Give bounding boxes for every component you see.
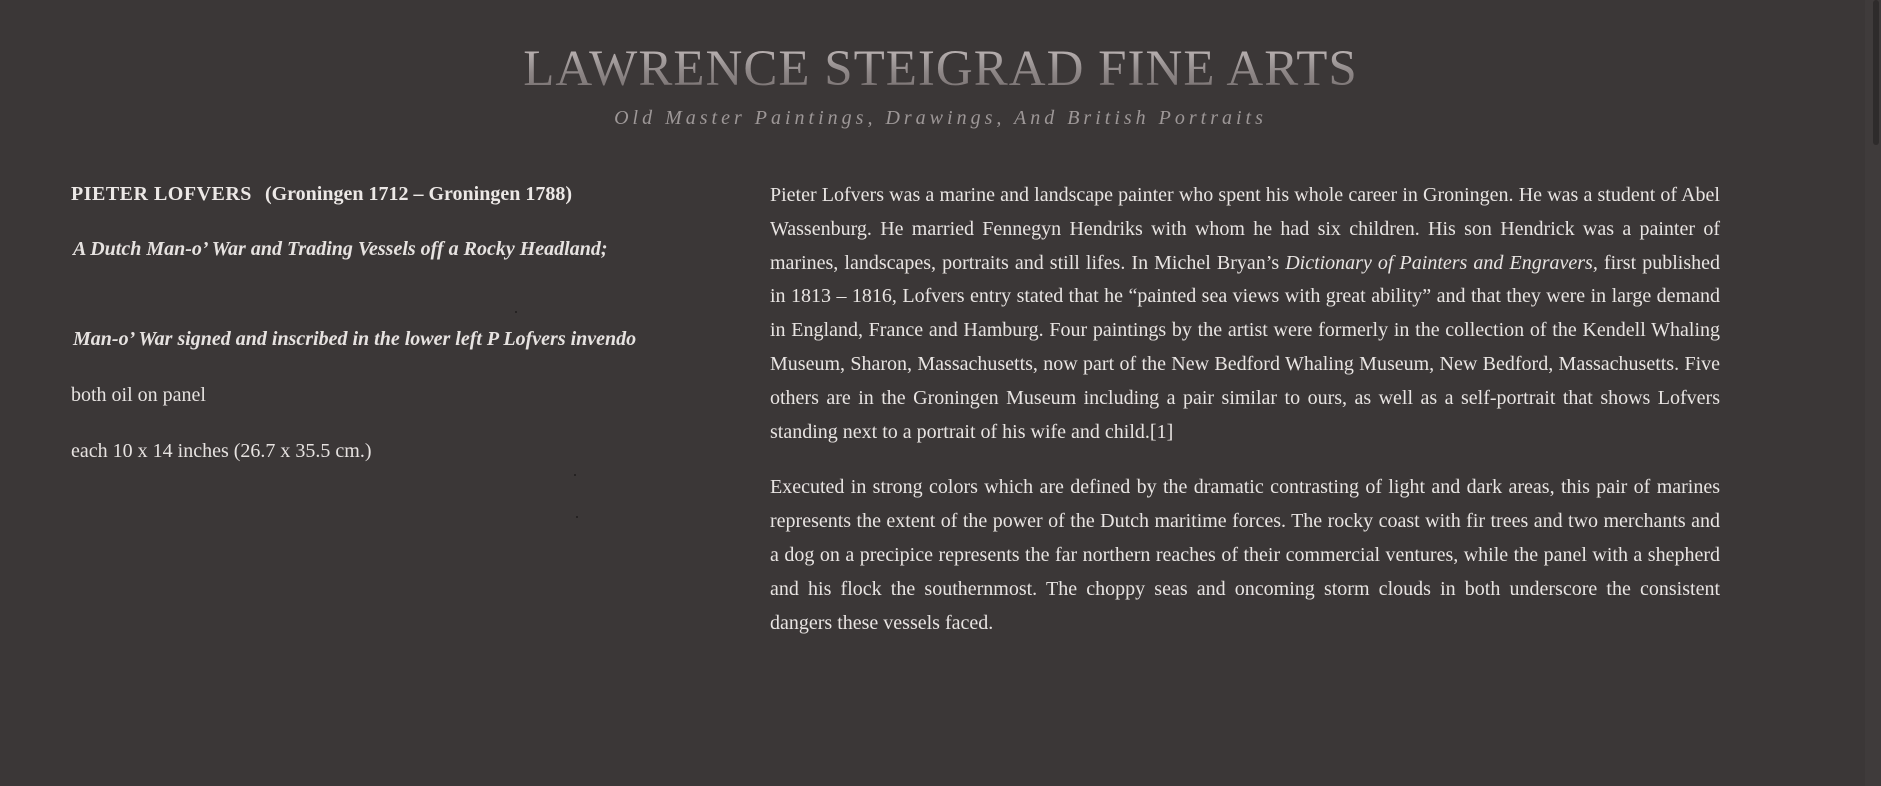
- stray-dot: [576, 516, 578, 518]
- artist-line: [71, 178, 711, 210]
- description-paragraph-1: [770, 179, 1720, 449]
- description-paragraph-2: Executed in strong colors which are defined by the dramatic contrasting of light and dark areas, this pair of marines represents the extent of the power of the Dutch maritime forces. The rocky coast with fir trees and two merchants and a dog on a precipice represents the far northern reaches of their commercial ventures, while the panel with a shepherd and his flock the southernmost. The choppy seas and oncoming storm clouds in both underscore the consistent dangers these vessels faced.: [770, 476, 1720, 634]
- artist-name: PIETER LOFVERS: [71, 183, 252, 205]
- artwork-details: [71, 178, 711, 466]
- artwork-dimensions: each 10 x 14 inches (26.7 x 35.5 cm.): [71, 440, 372, 462]
- artwork-title: A Dutch Man-o’ War and Trading Vessels off a Rocky Headland;: [73, 238, 608, 260]
- artwork-inscription: Man-o’ War signed and inscribed in the lower left P Lofvers invendo: [73, 328, 637, 350]
- artist-dates: (Groningen 1712 – Groningen 1788): [264, 183, 573, 205]
- stray-dot: [515, 311, 517, 313]
- artwork-description: [770, 179, 1720, 640]
- description-text: Pieter Lofvers was a marine and landscape painter who spent his whole career in Groningen. He was a student of Abel Wassenburg. He married Fennegyn Hendriks with whom he had six children. His son Hendrick was a painter of marines, landscapes, portraits and still lifes. In Michel Bryan’s: [770, 184, 1720, 274]
- site-title[interactable]: LAWRENCE STEIGRAD FINE ARTS: [0, 38, 1881, 100]
- stray-dot: [574, 474, 576, 476]
- book-title: Dictionary of Painters and Engravers,: [1285, 251, 1598, 274]
- artwork-medium: both oil on panel: [71, 384, 206, 406]
- footnote-link[interactable]: [1]: [1149, 420, 1174, 443]
- site-subtitle: Old Master Paintings, Drawings, And British Portraits: [614, 107, 1267, 129]
- description-text: first published in 1813 – 1816, Lofvers entry stated that he “painted sea views with great ability” and that they were in large demand in England, France and Hamburg. Four paintings by the artist were formerly in the collection of the Kendell Whaling Museum, Sharon, Massachusetts, now part of the New Bedford Whaling Museum, New Bedford, Massachusetts. Five others are in the Groningen Museum including a pair similar to ours, as well as a self-portrait that shows Lofvers standing next to a portrait of his wife and child.: [770, 251, 1720, 443]
